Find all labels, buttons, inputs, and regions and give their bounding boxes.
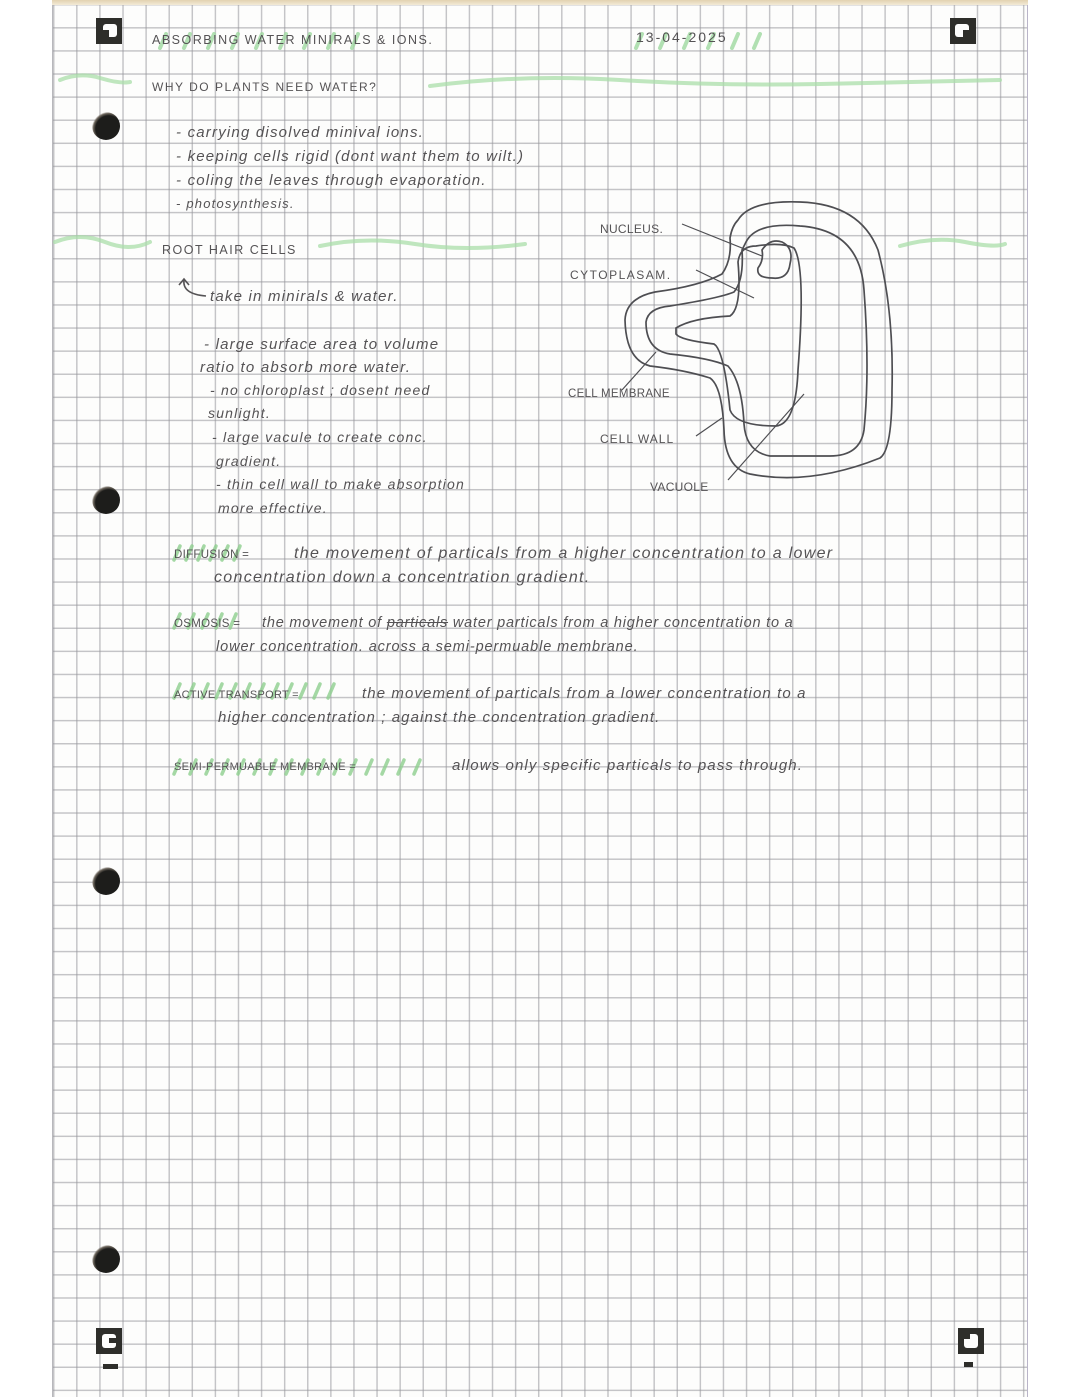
definition-line [262, 615, 794, 631]
label-cytoplasm: CYTOPLASAM. [570, 268, 672, 282]
list-item: - keeping cells rigid (dont want them to wilt.) [176, 148, 525, 165]
corner-marker-top-right-icon [950, 18, 976, 44]
label-cell-wall: CELL WALL [600, 432, 675, 446]
bottom-left-bar-icon [103, 1364, 118, 1369]
binder-hole-icon [92, 1245, 120, 1273]
bottom-right-bar-icon [964, 1362, 973, 1367]
definition-term: ACTIVE TRANSPORT = [174, 689, 299, 701]
struck-out-word: particals [386, 615, 449, 631]
definition-line: the movement of particals from a lower concentration to a [362, 685, 807, 702]
definition-text: water particals from a higher concentration to a [452, 615, 794, 631]
label-vacuole: VACUOLE [650, 480, 709, 494]
list-item: gradient. [216, 453, 282, 469]
list-item: sunlight. [208, 405, 271, 421]
heading-why-plants-need-water: WHY DO PLANTS NEED WATER? [152, 80, 378, 94]
list-item: - photosynthesis. [176, 196, 295, 211]
label-nucleus: NUCLEUS. [600, 222, 664, 236]
root-hair-cell-diagram [560, 190, 910, 510]
definition-text: the movement of [262, 615, 382, 631]
page-title: ABSORBING WATER MINIRALS & IONS. [152, 33, 434, 47]
label-cell-membrane: CELL MEMBRANE [568, 388, 670, 400]
page-top-edge [52, 0, 1028, 5]
root-arrow-note: take in minirals & water. [210, 288, 399, 305]
binder-hole-icon [92, 486, 120, 514]
list-item: - carrying disolved minival ions. [176, 124, 425, 141]
heading-root-hair-cells: ROOT HAIR CELLS [162, 243, 297, 257]
corner-marker-bottom-left-icon [96, 1328, 122, 1354]
binder-hole-icon [92, 867, 120, 895]
curved-arrow-icon [176, 276, 210, 300]
list-item: more effective. [218, 500, 328, 516]
binder-hole-icon [92, 112, 120, 140]
definition-line: concentration down a concentration gradient. [214, 569, 591, 586]
definition-line: allows only specific particals to pass through. [452, 757, 804, 774]
definition-line: higher concentration ; against the concentration gradient. [218, 709, 661, 726]
list-item: ratio to absorb more water. [200, 359, 412, 376]
page-date: 13-04-2025 [636, 29, 728, 45]
definition-term: DIFFUSION = [174, 549, 250, 561]
definition-term: OSMOSIS = [174, 618, 241, 630]
corner-marker-top-left-icon [96, 18, 122, 44]
list-item: - no chloroplast ; dosent need [210, 382, 431, 398]
list-item: - thin cell wall to make absorption [216, 476, 465, 492]
list-item: - large vacule to create conc. [212, 429, 428, 445]
list-item: - coling the leaves through evaporation. [176, 172, 487, 189]
definition-line: the movement of particals from a higher concentration to a lower [294, 545, 834, 562]
list-item: - large surface area to volume [204, 336, 440, 353]
definition-line: lower concentration. across a semi-permuable membrane. [216, 639, 639, 655]
corner-marker-bottom-right-icon [958, 1328, 984, 1354]
definition-term: SEMI-PERMUABLE MEMBRANE = [174, 761, 357, 773]
